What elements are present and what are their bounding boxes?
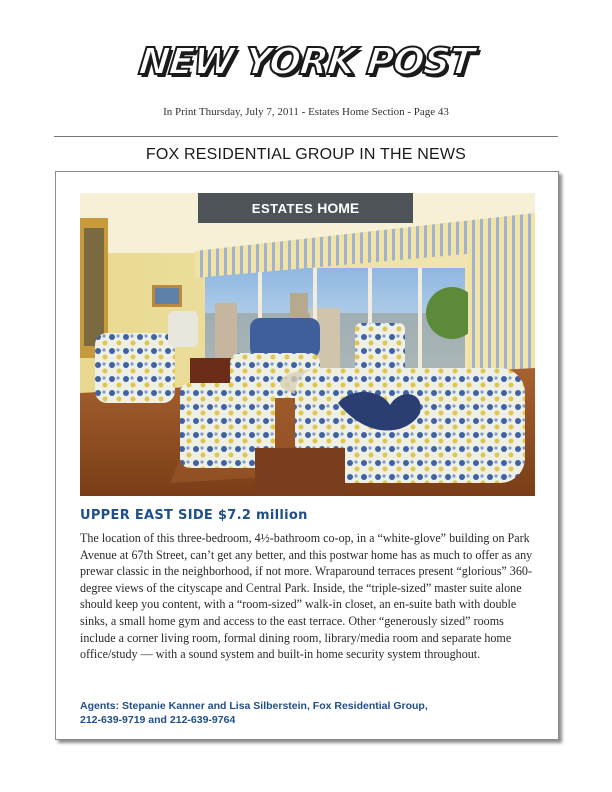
- listing-description: The location of this three-bedroom, 4½-bathroom co-op, in a “white-glove” building on Park Avenue at 67th Street, can’t get any better, and this postwar home has as much to offer as any prewar classic in the neighborhood, if not more. Wraparound terraces present “glorious” 360-degree views of the cityscape and Central Park. Inside, the “triple-sized” master suite alone should keep you content, with a “room-sized” walk-in closet, an en-suite bath with double sinks, a small home gym and access to the east terrace. Other “generously sized” rooms include a corner living room, formal dining room, library/media room and separate home office/study — with a sound system and built-in home security system throughout.: [80, 531, 533, 662]
- estates-home-banner: [198, 193, 413, 223]
- print-date-line: In Print Thursday, July 7, 2011 - Estates Home Section - Page 43: [163, 106, 449, 118]
- masthead: [0, 40, 612, 84]
- divider: [54, 136, 558, 137]
- agents-phones: 212-639-9719 and 212-639-9764: [80, 714, 236, 726]
- agents-contact: [80, 699, 540, 727]
- listing-headline: UPPER EAST SIDE $7.2 million: [80, 508, 308, 523]
- agents-names: Agents: Stepanie Kanner and Lisa Silberstein, Fox Residential Group,: [80, 700, 428, 712]
- banner-home: HOME: [317, 200, 360, 216]
- living-room-photo: [80, 193, 535, 496]
- banner-estates: ESTATES: [251, 201, 314, 216]
- newspaper-logo: NEW YORK POST: [136, 40, 476, 83]
- section-title: FOX RESIDENTIAL GROUP IN THE NEWS: [145, 146, 467, 163]
